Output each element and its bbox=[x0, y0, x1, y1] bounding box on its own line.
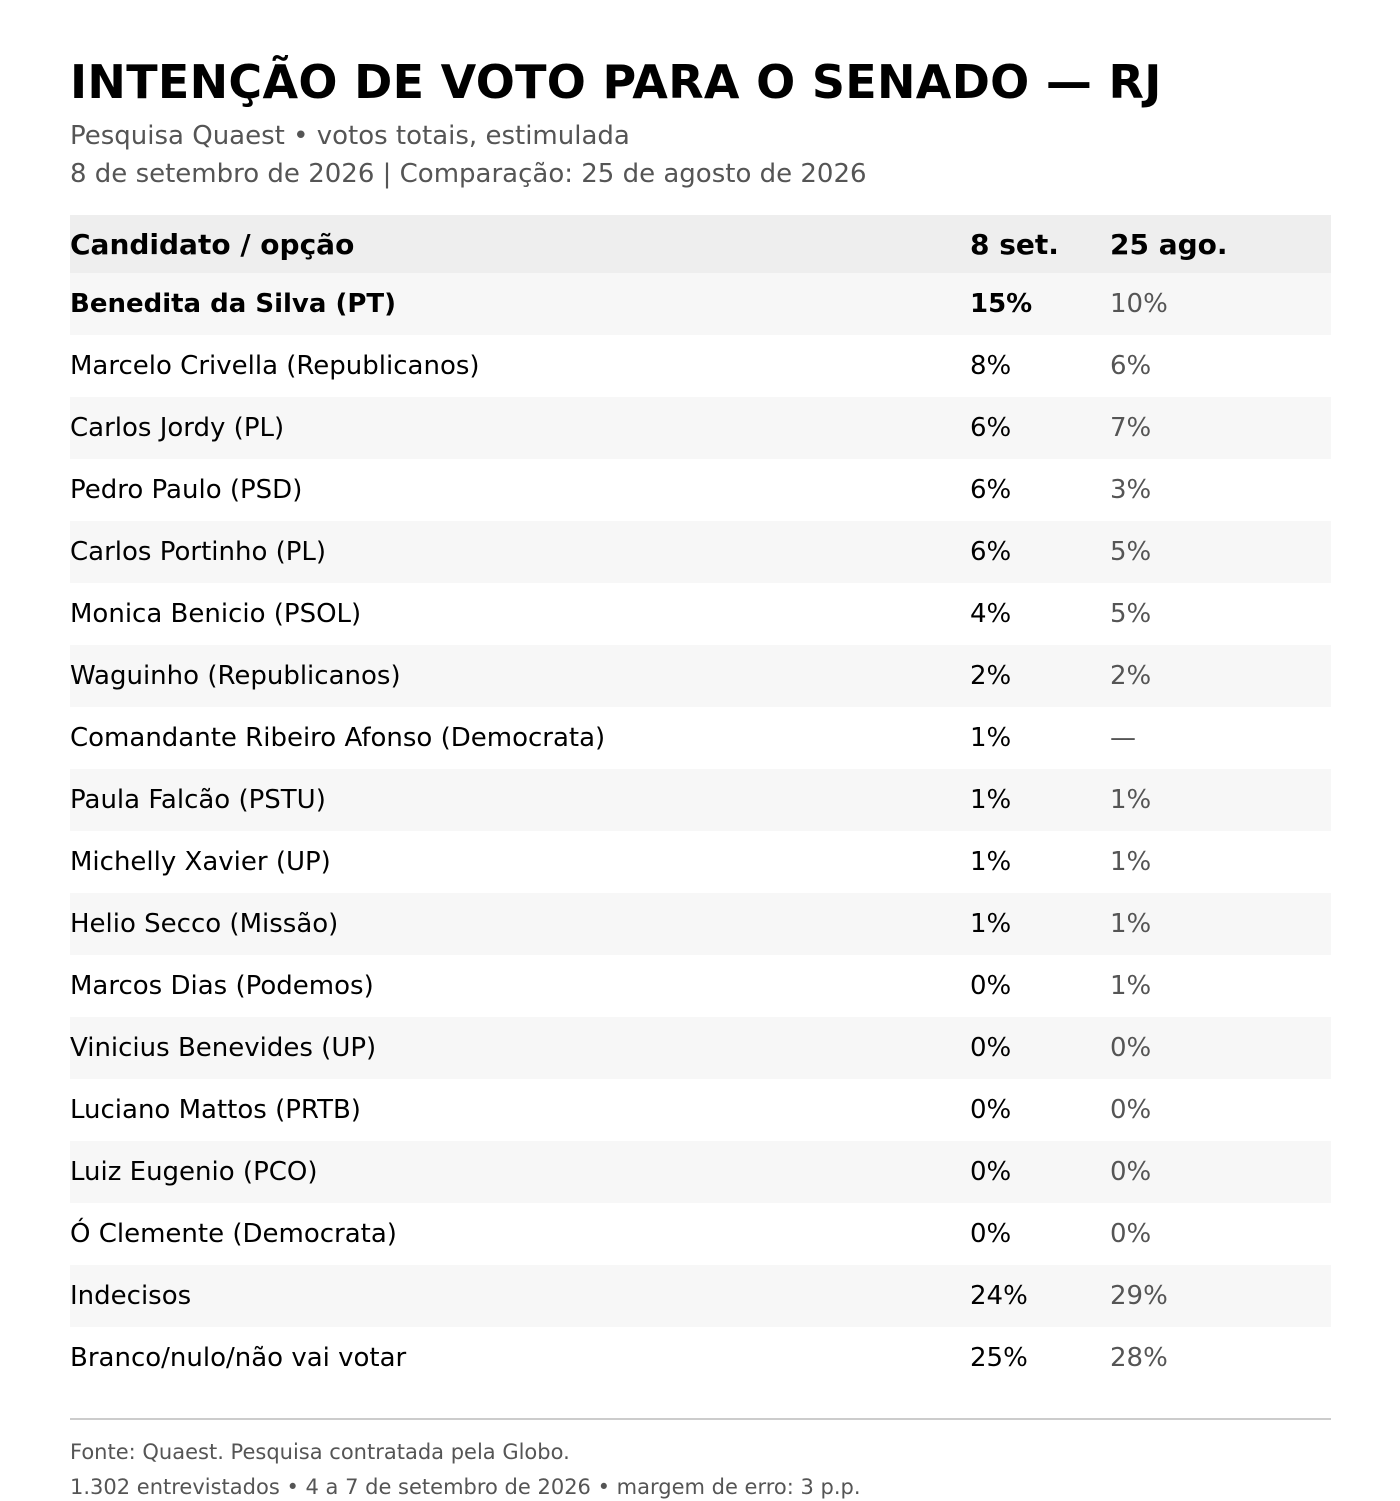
column-header-previous: 25 ago. bbox=[1110, 227, 1228, 261]
previous-value-cell: 1% bbox=[1110, 971, 1152, 1001]
current-value-cell: 6% bbox=[970, 413, 1012, 443]
current-value-cell: 8% bbox=[970, 351, 1012, 381]
previous-value-cell: 0% bbox=[1110, 1033, 1152, 1063]
candidate-name-cell: Pedro Paulo (PSD) bbox=[70, 475, 303, 505]
column-header-current: 8 set. bbox=[970, 227, 1059, 261]
table-row bbox=[70, 397, 1331, 459]
current-value-cell: 1% bbox=[970, 847, 1012, 877]
table-row bbox=[70, 583, 1331, 645]
candidate-name-cell: Branco/nulo/não vai votar bbox=[70, 1343, 407, 1373]
previous-value-cell: 5% bbox=[1110, 599, 1152, 629]
candidate-name-cell: Monica Benicio (PSOL) bbox=[70, 599, 362, 629]
current-value-cell: 0% bbox=[970, 1033, 1012, 1063]
current-value-cell: 25% bbox=[970, 1343, 1028, 1373]
current-value-cell: 0% bbox=[970, 971, 1012, 1001]
previous-value-cell: 0% bbox=[1110, 1219, 1152, 1249]
chart-title: INTENÇÃO DE VOTO PARA O SENADO — RJ bbox=[70, 55, 1162, 109]
table-row bbox=[70, 459, 1331, 521]
previous-value-cell: 0% bbox=[1110, 1157, 1152, 1187]
candidate-name-cell: Benedita da Silva (PT) bbox=[70, 289, 397, 319]
table-row bbox=[70, 955, 1331, 1017]
previous-value-cell: 3% bbox=[1110, 475, 1152, 505]
table-row bbox=[70, 1141, 1331, 1203]
previous-value-cell: 7% bbox=[1110, 413, 1152, 443]
candidate-name-cell: Comandante Ribeiro Afonso (Democrata) bbox=[70, 723, 606, 753]
table-row bbox=[70, 645, 1331, 707]
current-value-cell: 4% bbox=[970, 599, 1012, 629]
current-value-cell: 2% bbox=[970, 661, 1012, 691]
current-value-cell: 0% bbox=[970, 1219, 1012, 1249]
current-value-cell: 0% bbox=[970, 1095, 1012, 1125]
chart-subtitle: Pesquisa Quaest • votos totais, estimulada bbox=[70, 121, 630, 151]
candidate-name-cell: Waguinho (Republicanos) bbox=[70, 661, 401, 691]
current-value-cell: 6% bbox=[970, 537, 1012, 567]
chart-dateline: 8 de setembro de 2026 | Comparação: 25 de agosto de 2026 bbox=[70, 159, 867, 189]
current-value-cell: 0% bbox=[970, 1157, 1012, 1187]
footer-divider bbox=[70, 1418, 1331, 1420]
table-row bbox=[70, 1017, 1331, 1079]
candidate-name-cell: Indecisos bbox=[70, 1281, 192, 1311]
current-value-cell: 6% bbox=[970, 475, 1012, 505]
previous-value-cell: 1% bbox=[1110, 847, 1152, 877]
candidate-name-cell: Helio Secco (Missão) bbox=[70, 909, 339, 939]
table-row bbox=[70, 893, 1331, 955]
current-value-cell: 1% bbox=[970, 909, 1012, 939]
poll-table bbox=[70, 215, 1331, 1389]
candidate-name-cell: Carlos Portinho (PL) bbox=[70, 537, 327, 567]
methodology-note: 1.302 entrevistados • 4 a 7 de setembro de 2026 • margem de erro: 3 p.p. bbox=[70, 1475, 861, 1499]
previous-value-cell: — bbox=[1110, 723, 1136, 753]
previous-value-cell: 28% bbox=[1110, 1343, 1168, 1373]
table-row bbox=[70, 521, 1331, 583]
previous-value-cell: 1% bbox=[1110, 909, 1152, 939]
previous-value-cell: 6% bbox=[1110, 351, 1152, 381]
current-value-cell: 1% bbox=[970, 785, 1012, 815]
table-row bbox=[70, 1327, 1331, 1389]
current-value-cell: 24% bbox=[970, 1281, 1028, 1311]
table-row bbox=[70, 769, 1331, 831]
table-row bbox=[70, 707, 1331, 769]
previous-value-cell: 10% bbox=[1110, 289, 1168, 319]
table-row bbox=[70, 1203, 1331, 1265]
candidate-name-cell: Vinicius Benevides (UP) bbox=[70, 1033, 377, 1063]
previous-value-cell: 1% bbox=[1110, 785, 1152, 815]
table-row bbox=[70, 1079, 1331, 1141]
candidate-name-cell: Michelly Xavier (UP) bbox=[70, 847, 331, 877]
candidate-name-cell: Paula Falcão (PSTU) bbox=[70, 785, 326, 815]
previous-value-cell: 0% bbox=[1110, 1095, 1152, 1125]
candidate-name-cell: Carlos Jordy (PL) bbox=[70, 413, 285, 443]
current-value-cell: 1% bbox=[970, 723, 1012, 753]
table-row bbox=[70, 335, 1331, 397]
candidate-name-cell: Ó Clemente (Democrata) bbox=[70, 1219, 397, 1249]
column-header-candidate: Candidato / opção bbox=[70, 227, 355, 261]
candidate-name-cell: Marcelo Crivella (Republicanos) bbox=[70, 351, 480, 381]
source-note: Fonte: Quaest. Pesquisa contratada pela Globo. bbox=[70, 1440, 570, 1464]
table-row bbox=[70, 1265, 1331, 1327]
table-row bbox=[70, 831, 1331, 893]
candidate-name-cell: Luciano Mattos (PRTB) bbox=[70, 1095, 361, 1125]
previous-value-cell: 2% bbox=[1110, 661, 1152, 691]
previous-value-cell: 5% bbox=[1110, 537, 1152, 567]
current-value-cell: 15% bbox=[970, 289, 1033, 319]
previous-value-cell: 29% bbox=[1110, 1281, 1168, 1311]
table-row bbox=[70, 273, 1331, 335]
candidate-name-cell: Marcos Dias (Podemos) bbox=[70, 971, 374, 1001]
table-header-row bbox=[70, 215, 1331, 273]
candidate-name-cell: Luiz Eugenio (PCO) bbox=[70, 1157, 318, 1187]
